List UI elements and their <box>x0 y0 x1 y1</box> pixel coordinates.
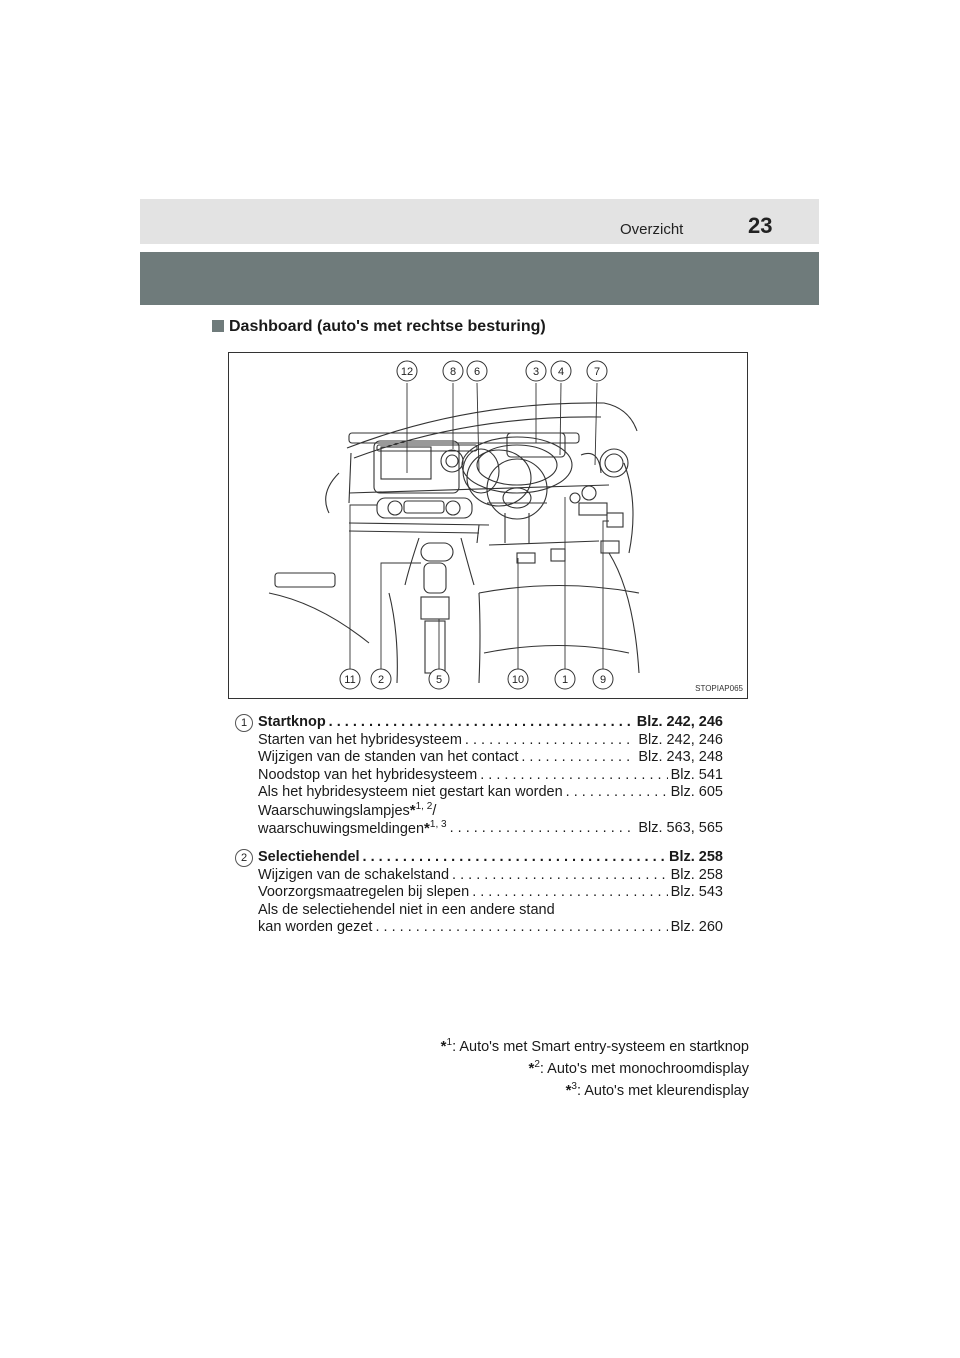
index-row: waarschuwingsmeldingen*$^{1, 3}$ . . . Blz. 563, 565 <box>258 820 723 839</box>
entry-number: 1 <box>235 714 253 732</box>
page-ref: Blz. 242, 246 <box>638 731 723 748</box>
callout-label: 7 <box>593 366 601 378</box>
heading-text: Dashboard (auto's met rechtse besturing) <box>229 318 546 335</box>
callout-label: 10 <box>511 674 525 686</box>
callout-label: 2 <box>377 674 385 686</box>
entry-number: 2 <box>235 849 253 867</box>
entry-title: Startknop <box>258 714 326 730</box>
callout-label: 5 <box>435 674 443 686</box>
index-row: Als het hybridesysteem niet gestart kan worden . . . Blz. 605 <box>258 784 723 802</box>
page-ref: Blz. 242, 246 <box>636 714 723 730</box>
dashboard-drawing <box>229 353 747 698</box>
entry-startknop <box>240 714 723 839</box>
entry-title: Selectiehendel <box>258 849 360 865</box>
page-ref: Blz. 541 <box>670 766 723 783</box>
page-ref: Blz. 243, 248 <box>638 749 723 765</box>
figure-code: STOPIAP065 <box>695 684 743 693</box>
index-row: Noodstop van het hybridesysteem . . . Blz. 541 <box>258 767 723 785</box>
page-ref: Blz. 258 <box>670 866 723 883</box>
page-ref: Blz. 563, 565 <box>638 820 723 836</box>
warning-lights-line: Waarschuwingslampjes*$^{1, 2}$/ <box>258 800 437 819</box>
section-title: Overzicht <box>620 221 684 238</box>
callout-label: 3 <box>532 366 540 378</box>
header-band <box>140 252 819 305</box>
index-row: Wijzigen van de schakelstand . . . Blz. 258 <box>258 867 723 885</box>
index-row: Wijzigen van de standen van het contact . . . Blz. 243, 248 <box>258 749 723 767</box>
index-row: Starten van het hybridesysteem . . . Blz. 242, 246 <box>258 732 723 750</box>
callout-label: 6 <box>473 366 481 378</box>
callout-label: 11 <box>344 674 356 686</box>
heading-square-icon <box>212 320 224 332</box>
header-bar <box>140 199 819 244</box>
entry-title-row <box>258 849 723 867</box>
footnote: *$^2$: Auto's met monochroomdisplay <box>528 1059 749 1077</box>
multi-line-label: Als de selectiehendel niet in een andere stand <box>258 901 555 918</box>
page-ref: Blz. 543 <box>670 884 723 900</box>
callout-label: 9 <box>599 674 607 686</box>
callout-label: 4 <box>557 366 565 378</box>
page-ref: Blz. 260 <box>670 919 723 935</box>
callout-label: 1 <box>561 674 569 686</box>
callout-label: 12 <box>400 366 414 378</box>
index-row: kan worden gezet . . . Blz. 260 <box>258 919 723 937</box>
page-ref: Blz. 605 <box>670 784 723 800</box>
callout-label: 8 <box>449 366 457 378</box>
dashboard-illustration <box>228 352 748 699</box>
entry-selectiehendel <box>240 849 723 937</box>
entry-title-row <box>258 714 723 732</box>
footnote: *$^3$: Auto's met kleurendisplay <box>565 1081 749 1099</box>
page-number: 23 <box>748 213 773 238</box>
index-row: Voorzorgsmaatregelen bij slepen . . . Blz. 543 <box>258 884 723 902</box>
section-heading <box>212 318 546 336</box>
footnote: *$^1$: Auto's met Smart entry-systeem en startknop <box>440 1037 749 1055</box>
footnotes <box>441 1036 749 1102</box>
page-ref: Blz. 258 <box>669 849 723 865</box>
